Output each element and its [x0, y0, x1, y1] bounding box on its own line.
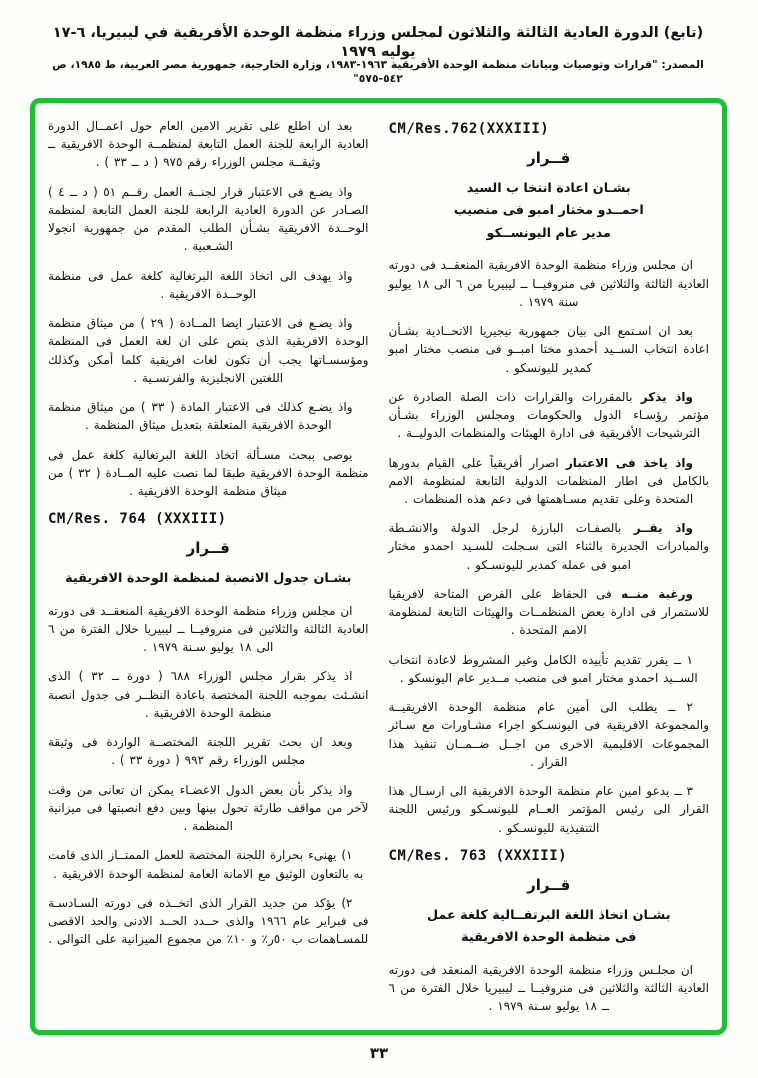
- resolution-title-line: فى منظمة الوحدة الافريقية: [461, 930, 637, 946]
- paragraph: ان مجلس وزراء منظمة الوحدة الافريقية المنعقــد فى دورته العادية الثالثة والثلاثين فى منروفيــا ــ ليبيريا من ٦ الى ١٨ يوليو سنة ١٩٧٩ .: [388, 258, 709, 309]
- paragraph-lead: واذ ياخذ فى الاعتبار: [565, 455, 694, 470]
- paragraph: ١) يهنىء بحرارة اللجنة المختصة للعمل الممتــاز الذى قامت به بالتعاون الوثيق مع الامانة العامة لمنظمة الوحدة الافريقية .: [48, 848, 364, 881]
- paragraph: واذ يذكر بالمقررات والقرارات ذات الصلة الصادرة عن مؤتمر رؤسـاء الدول والحكومات ومجلس الوزراء بشـأن الترشيحات الأفريقية فى ادارة الهيئات والمنظمات الدوليــة .: [388, 389, 709, 441]
- paragraph: ٢) يؤكد من جديد القرار الذى اتخــذه فى دورته السـادسـة فى فبراير عام ١٩٦٦ والذى حــدد الحــد الادنى والحد الاقصى للمسـاهمات ب ٥٠ر٪ و ١٠٪ من مجموع الميزانية على التوالى .: [48, 895, 369, 947]
- resolution-title-line: مدير عام اليونســكو: [486, 225, 611, 241]
- paragraph: واذ يضـع فى الاعتبار ايضا المــادة ( ٢٩ ) من ميثاق منظمة الوحدة الافريقية الذى ينص على ان لغة العمل فى المنظمة ومؤسسـاتها يجب أن تكون لغات افريقية كلما أمكن وكذلك اللغتين الانجليزية والفرنسـية .: [48, 316, 369, 385]
- resolution-code: CM/Res. 764 (XXXIII): [48, 511, 227, 528]
- paragraph: واذ يهدف الى اتخاذ اللغة البرتغالية كلغة عمل فى منظمة الوحــدة الافريقية .: [48, 268, 353, 301]
- resolution-title-line: احمــدو مختار امبو فى منصيب: [453, 203, 644, 219]
- paragraph: واذ يقــر بالصفـات البارزة لرجل الدولة والانشـطة والمبادرات الجديرة بالثناء التى سـجلت للسـيد احمدو مختار امبو فى عمله كمدير لليونسـكو .: [388, 521, 709, 572]
- content-border-box: [30, 98, 727, 1035]
- column-left: [48, 117, 369, 1020]
- resolution-title-line: بشـان اتخاذ اللغة البرتفــالية كلغة عمل: [426, 907, 671, 923]
- document-header-line1: (تابع) الدورة العادية الثالثة والثلاثون لمجلس وزراء منظمة الوحدة الأفريقية في ليبيريا، ٦-١٧ يوليه ١٩٧٩: [52, 25, 704, 60]
- paragraph: ٢ ــ يطلب الى أمين عام منظمة الوحدة الافريقيــة والمجموعة الافريقية فى اليونسـكو اجراء مشـاورات مع سـائر المجموعات الاقليمية الاخرى من اجــل ضــمــان تنفيذ هذا القرار .: [388, 700, 709, 769]
- paragraph: بعد ان اسـتمع الى بيان جمهورية نيجيريا الاتحــادية بشـأن اعادة انتخاب الســيد أحمدو مختا امبــو فى منصب مختار امبو كمدير لليونسكو .: [388, 324, 709, 375]
- resolution-title-line: بشـان جدول الانصبة لمنظمة الوحدة الافريقية: [65, 571, 352, 587]
- resolution-heading-qarar: قــرار: [527, 149, 571, 167]
- document-source-line: المصدر: "قرارات وتوصيات وبيانات منظمة الوحدة الأفريقية ١٩٦٣-١٩٨٣، وزارة الخارجية، جمهورية مصر العربية، ط ١٩٨٥، ص ٥٤٢-٥٧٥": [52, 58, 704, 86]
- resolution-heading-qarar: قــرار: [186, 539, 230, 558]
- paragraph: ٣ ــ يدعو امين عام منظمة الوحدة الافريقية الى ارسـال هذا القرار الى رئيس المؤتمر العــام لليونسـكو ورئيس اللجنة التنفيذية لليونسـكو .: [388, 784, 709, 835]
- paragraph: اذ يذكر بقرار مجلس الوزراء ٦٨٨ ( دورة ــ ٣٢ ) الذى انشـئت بموجبه اللجنة المختصة باعادة النظــر فى جدول انصبة منظمة الوحدة الافريقية .: [48, 669, 369, 720]
- resolution-heading-qarar: قــرار: [527, 875, 571, 894]
- paragraph-lead: ورغبة منــه: [620, 586, 693, 601]
- paragraph: بعد ان اطلع على تقرير الامين العام حول اعمــال الدورة العادية الرابعة للجنة العمل التابعة لمنظمــة الوحدة الافريقية ــ وثيقــة مجلس الوزراء رقم ٩٧٥ ( د ــ ٣٣ ) .: [48, 119, 369, 170]
- paragraph: واذ يذكر بأن بعض الدول الاعضـاء يمكن ان تعانى من وقت لآخر من مواقف طارئة تحول بينها وبين دفع انصبتها فى ميزانية المنظمة .: [48, 782, 369, 834]
- page-number: ٣٣: [369, 1044, 389, 1062]
- paragraph: ١ ــ يقرر تقديم تأييده الكامل وغير المشروط لاعادة انتخاب الســيد احمدو مختار امبو فى منصب مــدير عام اليونسكو .: [388, 652, 698, 685]
- paragraph: ورغبة منــه فى الحفاظ على الفرص المتاحة لافريقيا للاستمرار فى ادارة بعض المنظمــات والهيئات التابعة لمنظومة الامم المتحدة .: [388, 586, 709, 638]
- resolution-code: CM/Res. 763 (XXXIII): [388, 847, 568, 864]
- resolution-code: CM/Res.762(XXXIII): [388, 121, 550, 137]
- paragraph: ان مجلـس وزراء منظمة الوحدة الافريقية المنعقد فى دورته العادية الثالثة والثلاثين فى منروفيــا ــ ليبيريا خلال الفترة من ٦ ــ ١٨ يوليو سـنة ١٩٧٩ .: [388, 962, 709, 1014]
- paragraph: واذ يضـع كذلك فى الاعتبار المادة ( ٣٣ ) من ميثاق منظمة الوحدة الافريقية المتعلقة بتعديل ميثاق المنظمة .: [48, 400, 353, 433]
- paragraph: ان مجلس وزراء منظمة الوحدة الافريقية المنعقــد فى دورته العادية الثالثة والثلاثين فى منروفيــا ــ ليبيريا خلال الفترة من ٦ الى ١٨ يوليو سـنة ١٩٧٩ .: [48, 603, 369, 655]
- paragraph-lead: واذ يذكر: [640, 389, 693, 404]
- paragraph: وبعد ان بحث تقرير اللجنة المختصــة الواردة فى وثيقة مجلس الوزراء رقم ٩٩٢ ( دورة ٣٣ ) .: [48, 735, 353, 768]
- paragraph: واذ ياخذ فى الاعتبار اصرار أفريقياً على القيام بدورها بالكامل فى اطار المنظمات الدولية التابعة لمنظومة الامم المتحدة وعلى تقديم مسـاهمتها فى دعم هذه المنظمات .: [388, 455, 709, 506]
- column-right: [389, 117, 710, 1020]
- paragraph: يوصى ببحث مسـألة اتخاذ اللغة البرتغالية كلغة عمل فى منظمة الوحدة الافريقية طبقا لما نصت عليه المــادة ( ٣٢ ) من ميثاق منظمة الوحدة الافريقية .: [48, 447, 369, 498]
- paragraph-lead: واذ يقــر: [633, 521, 693, 536]
- paragraph: واذ يضـع فى الاعتبار قرار لجنــة العمل رقــم ٥١ ( د ــ ٤ ) الصـادر عن الدورة العادية الرابعة للجنة العمل التابعة لمنظمة الوحــدة الافريقية بشـأن الطلب المقدم من جمهورية انجولا الشـعبية .: [48, 184, 369, 254]
- resolution-title-line: بشـان اعادة انتخا ب السيد: [466, 181, 631, 196]
